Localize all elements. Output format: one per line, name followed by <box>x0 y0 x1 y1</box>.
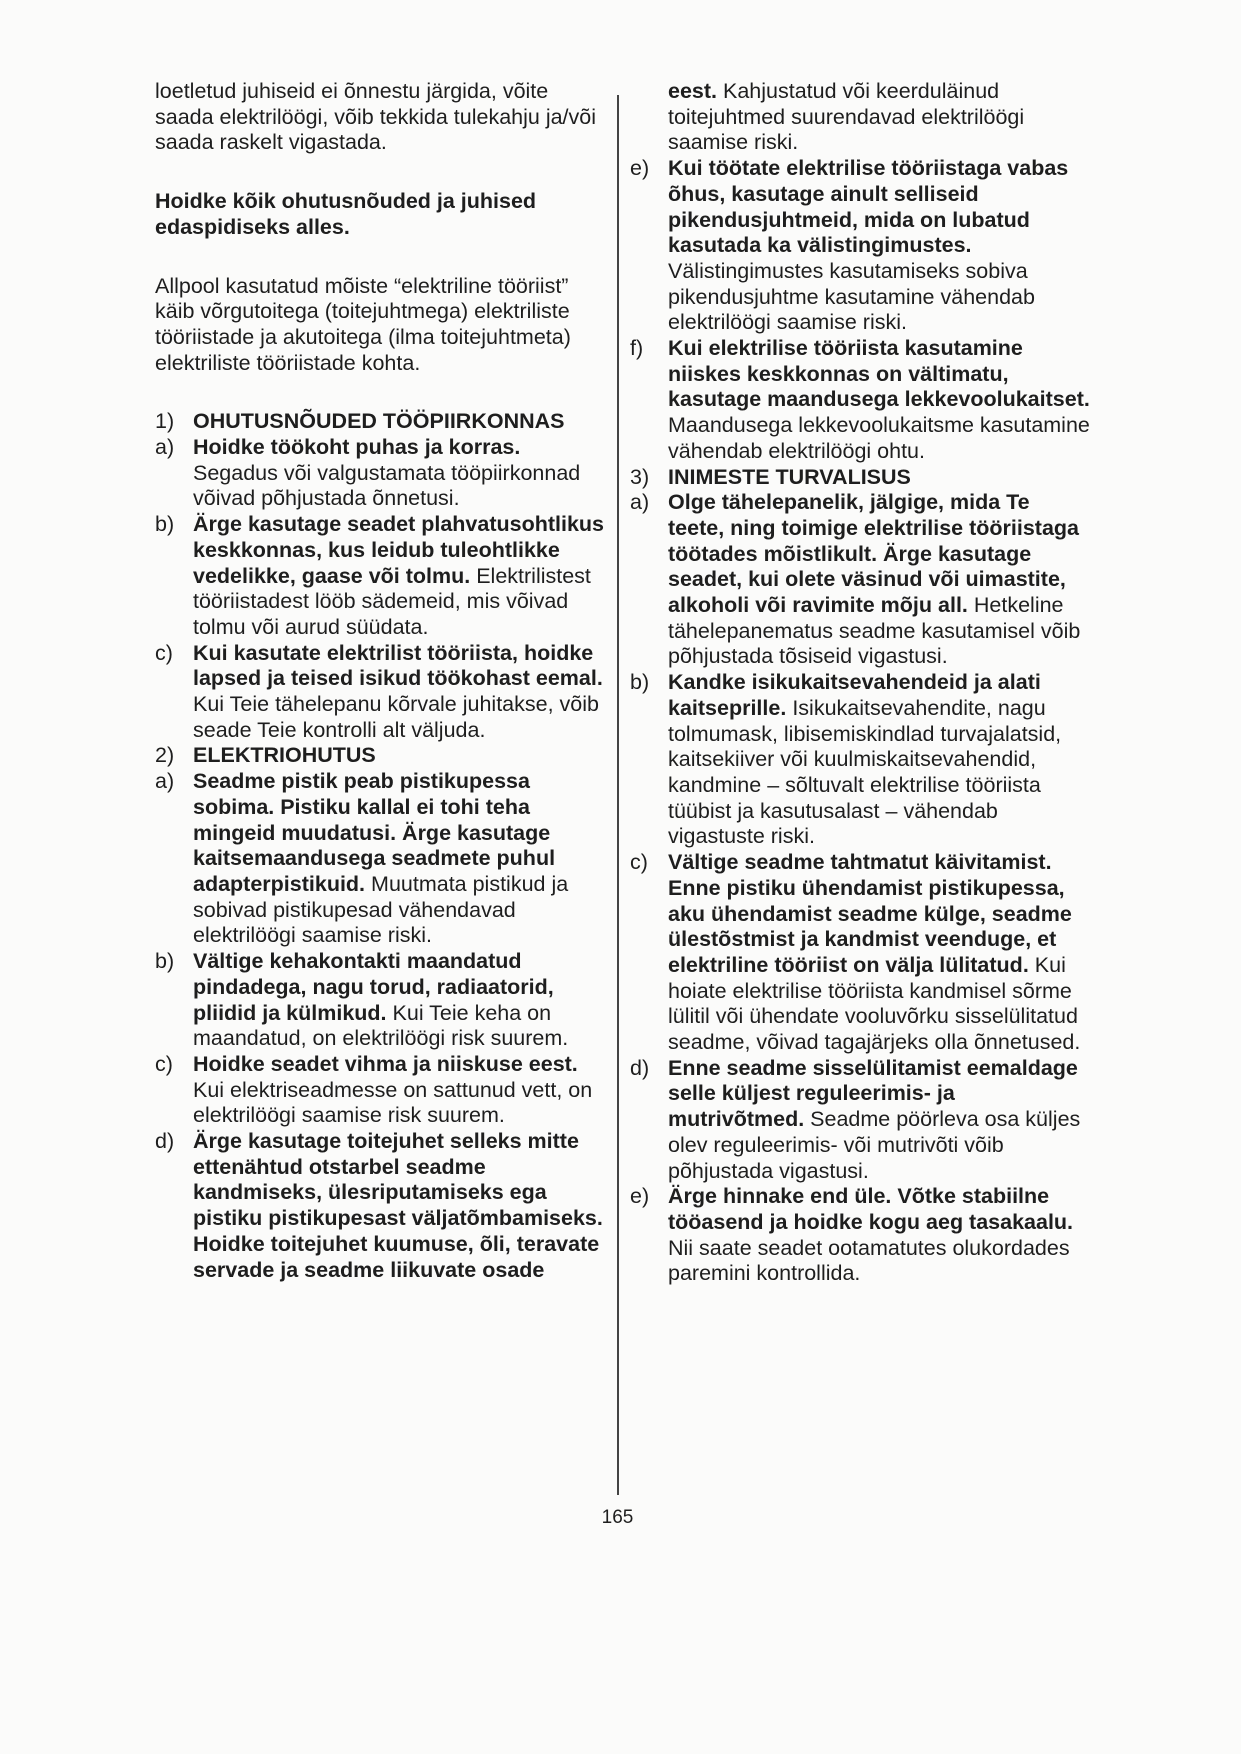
list-item <box>155 769 607 949</box>
bold-text: Seadme pistik peab pistikupessa sobima. Pistiku kallal ei tohi teha mingeid muudatusi. Ärge kasutage kaitsemaandusega seadmete puhul adapterpistikuid. <box>193 769 556 896</box>
bold-text: Kui kasutate elektrilist tööriista, hoidke lapsed ja teised isikud töökohast eemal. <box>193 640 603 691</box>
item-label: b) <box>155 512 175 537</box>
paragraph <box>155 79 607 156</box>
list-item <box>630 850 1090 1056</box>
list-item <box>630 465 1090 491</box>
item-label: 1) <box>155 409 175 434</box>
item-label: c) <box>630 850 648 875</box>
item-label: c) <box>155 640 173 665</box>
left-column <box>155 79 607 1283</box>
bold-text: eest. <box>668 79 718 103</box>
body-text: Segadus või valgustamata tööpiirkonnad võivad põhjustada õnnetusi. <box>193 460 581 511</box>
list-item <box>155 1129 607 1283</box>
paragraph <box>155 274 607 377</box>
list-item <box>155 641 607 744</box>
bold-text: Kandke isikukaitsevahendeid ja alati kaitseprille. <box>668 670 1041 720</box>
list-item <box>155 949 607 1052</box>
bold-text: INIMESTE TURVALISUS <box>668 464 911 489</box>
list-item <box>155 1052 607 1129</box>
list-item <box>630 79 1090 156</box>
bold-text: Kui töötate elektrilise tööriistaga vabas õhus, kasutage ainult selliseid pikendusjuhtmeid, mida on lubatud kasutada ka välistingimustes. <box>668 156 1069 258</box>
bold-text: Ärge hinnake end üle. Võtke stabiilne tööasend ja hoidke kogu aeg tasakaalu. <box>668 1184 1074 1234</box>
bold-text: Ärge kasutage toitejuhet selleks mitte ettenähtud otstarbel seadme kandmiseks, ülesriputamiseks ega pistiku pistikupesast väljatõmbamiseks. Hoidke toitejuhet kuumuse, õli, teravate servade ja seadme liikuvate osade <box>193 1129 603 1282</box>
item-label: 2) <box>155 743 175 768</box>
body-text: Elektrilistest tööriistadest lööb sädemeid, mis võivad tolmu või aurud süüdata. <box>193 563 591 639</box>
body-text: Kui hoiate elektrilise tööriista kandmisel sõrme lülitil või ühendate vooluvõrku sisselülitatud seadme, võivad tagajärjeks olla õnnetused. <box>668 952 1081 1055</box>
bold-text: Hoidke seadet vihma ja niiskuse eest. <box>193 1051 578 1076</box>
bold-text: Hoidke kõik ohutusnõuded ja juhised edaspidiseks alles. <box>155 189 537 239</box>
item-label: c) <box>155 1051 173 1076</box>
list-item <box>630 336 1090 465</box>
body-text: Allpool kasutatud mõiste “elektriline tööriist” käib võrgutoitega (toitejuhtmega) elektriliste tööriistade ja akutoitega (ilma toitejuhtmeta) elektriliste tööriistade kohta. <box>155 273 571 375</box>
item-label: 3) <box>630 464 650 489</box>
body-text: Kui elektriseadmesse on sattunud vett, on elektrilöögi saamise risk suurem. <box>193 1077 593 1128</box>
item-label: a) <box>630 490 650 515</box>
column-divider <box>617 95 619 1495</box>
bold-text: Ärge kasutage seadet plahvatusohtlikus keskkonnas, kus leidub tuleohtlikke vedelikke, gaase või tolmu. <box>193 512 605 588</box>
bold-text: Enne seadme sisselülitamist eemaldage selle küljest reguleerimis- ja mutrivõtmed. <box>668 1055 1078 1132</box>
bold-text: Kui elektrilise tööriista kasutamine niiskes keskkonnas on vältimatu, kasutage maandusega lekkevoolukaitset. <box>668 336 1090 412</box>
bold-text: Olge tähelepanelik, jälgige, mida Te teete, ning toimige elektrilise tööriistaga töötades mõistlikult. Ärge kasutage seadet, kui olete väsinud või uimastite, alkoholi või ravimite mõju all. <box>668 490 1079 618</box>
page-number: 165 <box>601 1507 634 1528</box>
item-label: a) <box>155 435 175 460</box>
body-text: Kui Teie tähelepanu kõrvale juhitakse, võib seade Teie kontrolli alt väljuda. <box>193 692 599 742</box>
item-label: b) <box>155 949 175 974</box>
body-text: Hetkeline tähelepanematus seadme kasutamisel võib põhjustada tõsiseid vigastusi. <box>668 593 1081 669</box>
bold-text: ELEKTRIOHUTUS <box>193 743 376 768</box>
body-text: Kahjustatud või keerduläinud toitejuhtmed suurendavad elektrilöögi saamise riski. <box>668 79 1025 155</box>
list-item <box>155 409 607 435</box>
bold-text: OHUTUSNÕUDED TÖÖPIIRKONNAS <box>193 409 565 434</box>
body-text: Muutmata pistikud ja sobivad pistikupesad vähendavad elektrilöögi saamise riski. <box>193 871 569 948</box>
item-label: e) <box>630 1184 650 1209</box>
bold-text: Vältige seadme tahtmatut käivitamist. Enne pistiku ühendamist pistikupessa, aku ühendamist seadme külge, seadme ülestõstmist ja kandmist veenduge, et elektriline tööriist on välja lülitatud. <box>668 850 1072 977</box>
list-item <box>155 743 607 769</box>
item-label: d) <box>630 1055 650 1080</box>
body-text: Seadme pöörleva osa küljes olev reguleerimis- või mutrivõti võib põhjustada vigastusi. <box>668 1107 1081 1183</box>
item-label: f) <box>630 336 644 361</box>
list-item <box>630 490 1090 670</box>
right-column <box>630 79 1090 1287</box>
item-label: e) <box>630 156 650 181</box>
bold-text: Vältige kehakontakti maandatud pindadega, nagu torud, radiaatorid, pliidid ja külmikud. <box>193 949 554 1025</box>
item-label: a) <box>155 769 175 794</box>
list-item <box>155 512 607 641</box>
body-text: Maandusega lekkevoolukaitsme kasutamine vähendab elektrilöögi ohtu. <box>668 413 1090 463</box>
body-text: Isikukaitsevahendite, nagu tolmumask, libisemiskindlad turvajalatsid, kaitsekiiver või kuulmiskaitsevahendid, kandmine – sõltuvalt elektrilise tööriista tüübist ja kasutusalast – vähendab vigastuste riski. <box>668 695 1062 849</box>
item-label: b) <box>630 670 650 695</box>
list-item <box>155 435 607 512</box>
item-label: d) <box>155 1129 175 1154</box>
body-text: Välistingimustes kasutamiseks sobiva pikendusjuhtme kasutamine vähendab elektrilöögi saamise riski. <box>668 258 1035 335</box>
list-item <box>630 670 1090 850</box>
list-item <box>630 156 1090 336</box>
body-text: loetletud juhiseid ei õnnestu järgida, võite saada elektrilöögi, võib tekkida tulekahju ja/või saada raskelt vigastada. <box>155 79 597 155</box>
body-text: Nii saate seadet ootamatutes olukordades paremini kontrollida. <box>668 1235 1070 1286</box>
paragraph <box>155 189 607 240</box>
list-item <box>630 1184 1090 1287</box>
list-item <box>630 1056 1090 1185</box>
bold-text: Hoidke töökoht puhas ja korras. <box>193 435 521 460</box>
body-text: Kui Teie keha on maandatud, on elektrilöögi risk suurem. <box>193 1000 569 1051</box>
